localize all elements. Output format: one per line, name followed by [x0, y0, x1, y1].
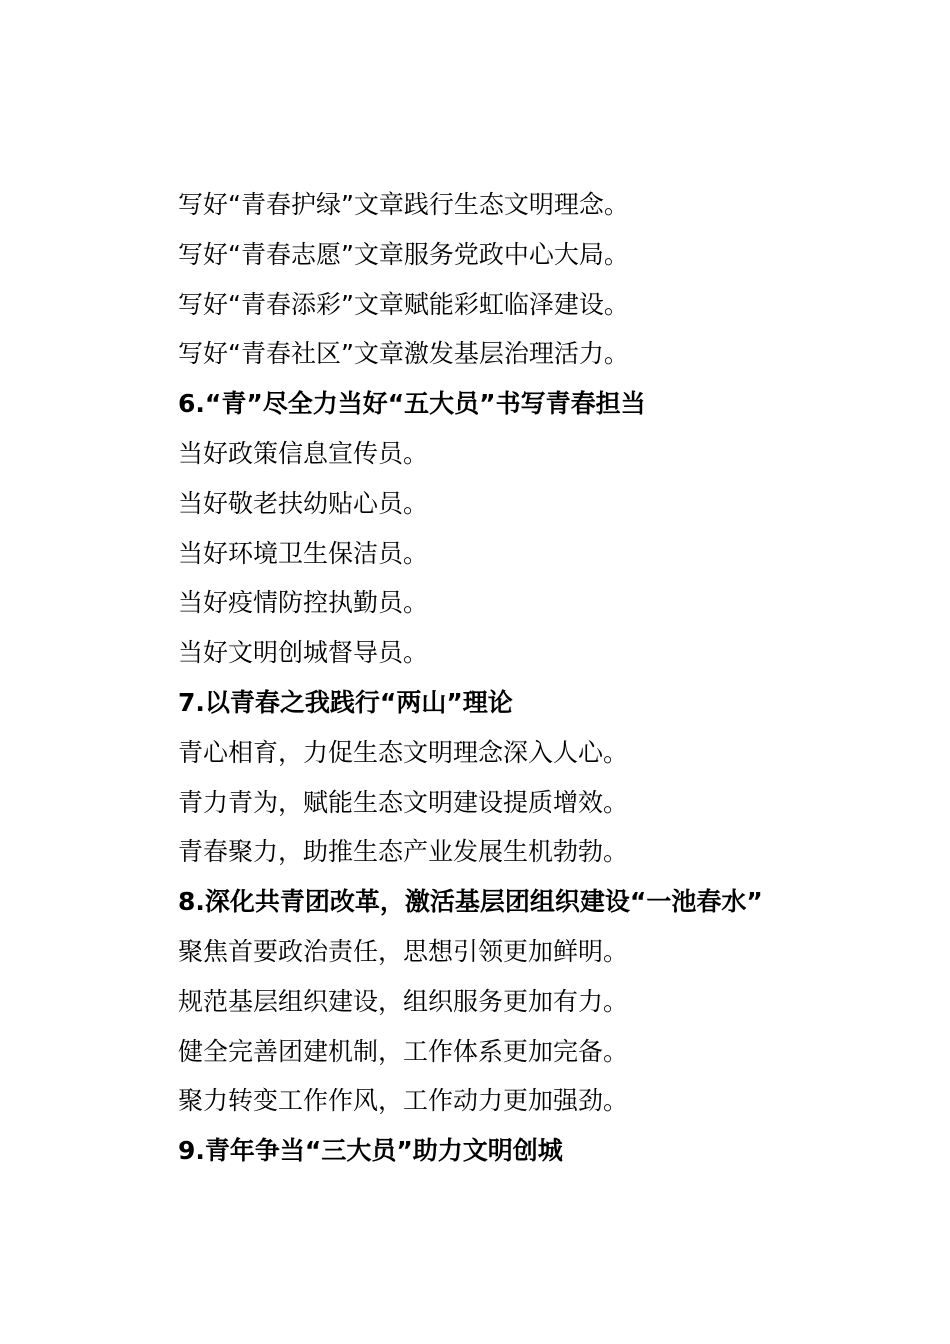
section-heading: 7.以青春之我践行“两山”理论 [178, 687, 513, 717]
text-line: 健全完善团建机制，工作体系更加完备。 [178, 1036, 629, 1066]
text-line: 当好环境卫生保洁员。 [178, 538, 429, 568]
section-heading: 6.“青”尽全力当好“五大员”书写青春担当 [178, 389, 646, 419]
text-line: 写好“青春添彩”文章赋能彩虹临泽建设。 [178, 289, 629, 319]
text-line: 当好文明创城督导员。 [178, 638, 429, 668]
text-line: 当好疫情防控执勤员。 [178, 588, 429, 618]
section-heading: 8.深化共青团改革，激活基层团组织建设“一池春水” [178, 887, 763, 917]
text-line: 聚焦首要政治责任，思想引领更加鲜明。 [178, 936, 629, 966]
text-line: 当好政策信息宣传员。 [178, 438, 429, 468]
text-line: 当好敬老扶幼贴心员。 [178, 488, 429, 518]
text-line: 写好“青春社区”文章激发基层治理活力。 [178, 339, 629, 369]
text-line: 青力青为，赋能生态文明建设提质增效。 [178, 787, 629, 817]
text-line: 写好“青春护绿”文章践行生态文明理念。 [178, 190, 629, 219]
text-line: 规范基层组织建设，组织服务更加有力。 [178, 986, 629, 1016]
text-line: 青心相育，力促生态文明理念深入人心。 [178, 737, 629, 767]
text-line: 写好“青春志愿”文章服务党政中心大局。 [178, 239, 629, 269]
section-heading: 9.青年争当“三大员”助力文明创城 [178, 1136, 563, 1166]
text-line: 聚力转变工作作风，工作动力更加强劲。 [178, 1086, 629, 1116]
document-body [178, 180, 918, 1176]
text-line: 青春聚力，助推生态产业发展生机勃勃。 [178, 837, 629, 867]
